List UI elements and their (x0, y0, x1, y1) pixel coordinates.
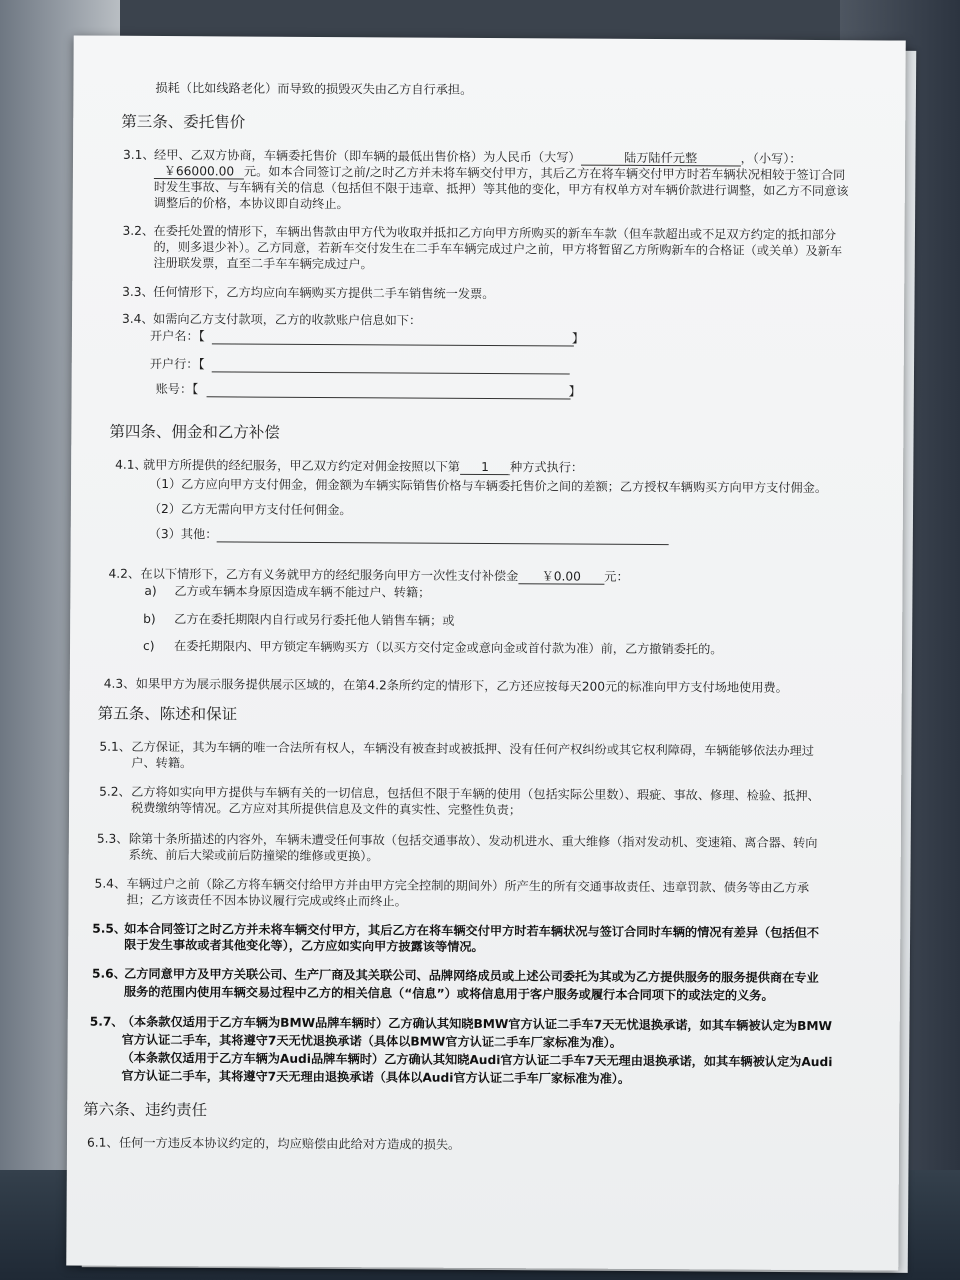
clause-3-4-number: 3.4、 (121, 311, 154, 326)
account-name-label: 开户名：【 (149, 328, 205, 344)
clause-5-6-line-1: 乙方同意甲方及甲方关联公司、生产厂商及其关联公司、品牌网络成员或上述公司委托为其或为乙方提供服务的服务提供商在专业 (123, 966, 819, 986)
clause-5-2-line-1: 乙方将如实向甲方提供与车辆有关的一切信息，包括但不限于车辆的使用（包括实际公里数）、瑕疵、事故、修理、检验、抵押、 (131, 784, 820, 804)
clause-5-4-number: 5.4、 (94, 876, 127, 891)
item-c-text: 在委托期限内、甲方锁定车辆购买方（以买方交付定金或意向金或首付款为准）前，乙方撤销委托的。 (173, 639, 723, 657)
option-2: （2）乙方无需向甲方支付任何佣金。 (148, 501, 352, 518)
article-5-title: 第五条、陈述和保证 (97, 704, 238, 724)
clause-3-3-number: 3.3、 (122, 284, 154, 299)
clause-5-7-number: 5.7、 (89, 1014, 124, 1029)
clause-3-2-number: 3.2、 (122, 223, 155, 238)
item-a-label: a) (144, 583, 157, 598)
clause-3-2-line-3: 注册联发票，直至二手车车辆完成过户。 (153, 255, 373, 272)
clause-5-5-line-1: 如本合同签订之时乙方并未将车辆交付甲方，其后乙方在将车辆交付甲方时若车辆状况与签订合同时车辆的情况有差异（包括但不 (124, 921, 820, 941)
clause-5-2-number: 5.2、 (99, 784, 131, 799)
clause-4-2-number: 4.2、 (108, 566, 141, 581)
price-upper-field: 陆万陆仟元整 (581, 150, 741, 167)
clause-3-4-text: 如需向乙方支付款项，乙方的收款账户信息如下： (152, 311, 422, 328)
clause-3-1-line-4: 调整后的价格，本协议即自动终止。 (153, 195, 349, 212)
clause-5-6-number: 5.6、 (91, 966, 126, 981)
clause-5-5-line-2: 限于发生事故或者其他变化等），乙方应如实向甲方披露该等情况。 (124, 937, 484, 954)
clause-4-3-number: 4.3、 (103, 676, 136, 691)
clause-6-1-text: 任何一方违反本协议约定的，均应赔偿由此给对方造成的损失。 (118, 1135, 461, 1152)
continued-clause-line: 损耗（比如线路老化）而导致的损毁灭失由乙方自行承担。 (155, 80, 473, 97)
price-lower-field: ￥66000.00 (154, 163, 244, 180)
option-1: （1）乙方应向甲方支付佣金，佣金额为车辆实际销售价格与车辆委托售价之间的差额；乙方授权车辆购买方向甲方支付佣金。 (148, 476, 828, 496)
clause-4-2-text: 在以下情形下，乙方有义务就甲方的经纪服务向甲方一次性支付补偿金 ￥0.00 元： (140, 566, 629, 584)
item-b-text: 乙方在委托期限内自行或另行委托他人销售车辆；或 (174, 612, 455, 628)
clause-5-5-number: 5.5、 (92, 921, 127, 936)
clause-4-3-text: 如果甲方为展示服务提供展示区域的，在第4.2条所约定的情形下，乙方还应按每天200元的标准向甲方支付场地使用费。 (135, 676, 788, 695)
clause-5-1-number: 5.1、 (99, 739, 132, 754)
article-3-title: 第三条、委托售价 (121, 112, 246, 132)
clause-3-2-line-1: 在委托处置的情形下，车辆出售款由甲方代为收取并抵扣乙方向甲方所购买的新车车款（但车款超出或不足双方约定的抵扣部分 (153, 223, 837, 243)
clause-5-3-line-2: 系统、前后大梁或前后防撞梁的维修或更换）。 (128, 847, 379, 864)
compensation-field: ￥0.00 (518, 568, 604, 585)
clause-5-6-line-2: 服务的范围内使用车辆交易过程中乙方的相关信息（“信息”）或将信息用于客户服务或履行本合同项下的或法定的义务。 (123, 984, 774, 1003)
option-3-field (217, 541, 669, 545)
article-4-title: 第四条、佣金和乙方补偿 (109, 422, 280, 442)
item-a-text: 乙方或车辆本身原因造成车辆不能过户、转籍； (174, 584, 431, 600)
clause-5-3-line-1: 除第十条所描述的内容外，车辆未遭受任何事故（包括交通事故）、发动机进水、重大维修（指对发动机、变速箱、离合器、转向 (128, 831, 818, 851)
contract-page (66, 35, 905, 1270)
option-3-label: （3）其他： (148, 526, 218, 542)
clause-3-1-line-2: ￥66000.00 元。如本合同签订之前/之时乙方并未将车辆交付甲方，其后乙方在将车辆交付甲方时若车辆状况相较于签订合同 (154, 163, 845, 183)
method-number-field: 1 (460, 459, 510, 475)
item-c-label: c) (142, 638, 155, 653)
clause-4-1-number: 4.1、 (115, 457, 147, 472)
clause-6-1-number: 6.1、 (86, 1135, 119, 1150)
account-number-label: 账号：【 (155, 381, 199, 397)
account-bank-label: 开户行：【 (149, 356, 205, 372)
clause-5-7-line-4: 官方认证二手车，其将遵守7天无理由退换承诺（具体以Audi官方认证二手车厂家标准为准）。 (121, 1068, 631, 1086)
item-b-label: b) (143, 611, 156, 626)
clause-5-4-line-2: 担；乙方该责任不因本协议履行完成或终止而终止。 (126, 892, 407, 909)
account-name-bracket: 】 (571, 331, 585, 346)
clause-4-1-text: 就甲方所提供的经纪服务，甲乙双方约定对佣金按照以下第 1 种方式执行： (143, 457, 584, 475)
clause-3-3-text: 任何情形下，乙方均应向车辆购买方提供二手车销售统一发票。 (153, 284, 495, 302)
account-name-field (212, 343, 574, 346)
clause-3-1-line-3: 时发生事故、与车辆有关的信息（包括但不限于违章、抵押）等其他的变化，甲方有权单方对车辆价款进行调整，如乙方不同意该 (153, 179, 849, 199)
account-bank-field (212, 371, 570, 374)
clause-5-7-line-1: （本条款仅适用于乙方车辆为BMW品牌车辆时）乙方确认其知晓BMW官方认证二手车7天无忧退换承诺，如其车辆被认定为BMW (121, 1014, 833, 1034)
article-6-title: 第六条、违约责任 (83, 1100, 208, 1120)
clause-3-2-line-2: 的，则多退少补）。乙方同意，若新车交付发生在二手车车辆完成过户之前，甲方将暂留乙方所购新车的合格证（或关单）及新车 (153, 239, 843, 259)
clause-5-7-line-2: 官方认证二手车，其将遵守7天无忧退换承诺（具体以BMW官方认证二手车厂家标准为准）。 (121, 1032, 623, 1050)
account-number-field (207, 396, 571, 399)
clause-5-1-line-2: 户、转籍。 (131, 755, 193, 771)
account-number-bracket: 】 (568, 384, 581, 399)
clause-5-4-line-1: 车辆过户之前（除乙方将车辆交付给甲方并由甲方完全控制的期间外）所产生的所有交通事故责任、违章罚款、债务等由乙方承 (126, 876, 810, 895)
clause-3-1-line-1: 经甲、乙双方协商，车辆委托售价（即车辆的最低出售价格）为人民币（大写） 陆万陆仟元整 ，（小写）： (153, 147, 802, 166)
clause-5-1-line-1: 乙方保证，其为车辆的唯一合法所有权人，车辆没有被查封或被抵押、没有任何产权纠纷或其它权利障碍，车辆能够依法办理过 (131, 739, 814, 759)
clause-3-1-number: 3.1、 (122, 147, 155, 162)
clause-5-3-number: 5.3、 (96, 831, 129, 846)
clause-5-2-line-2: 税费缴纳等情况。乙方应对其所提供信息及文件的真实性、完整性负责； (131, 800, 522, 818)
clause-5-7-line-3: （本条款仅适用于乙方车辆为Audi品牌车辆时）乙方确认其知晓Audi官方认证二手车7天无理由退换承诺，如其车辆被认定为Audi (121, 1050, 833, 1070)
